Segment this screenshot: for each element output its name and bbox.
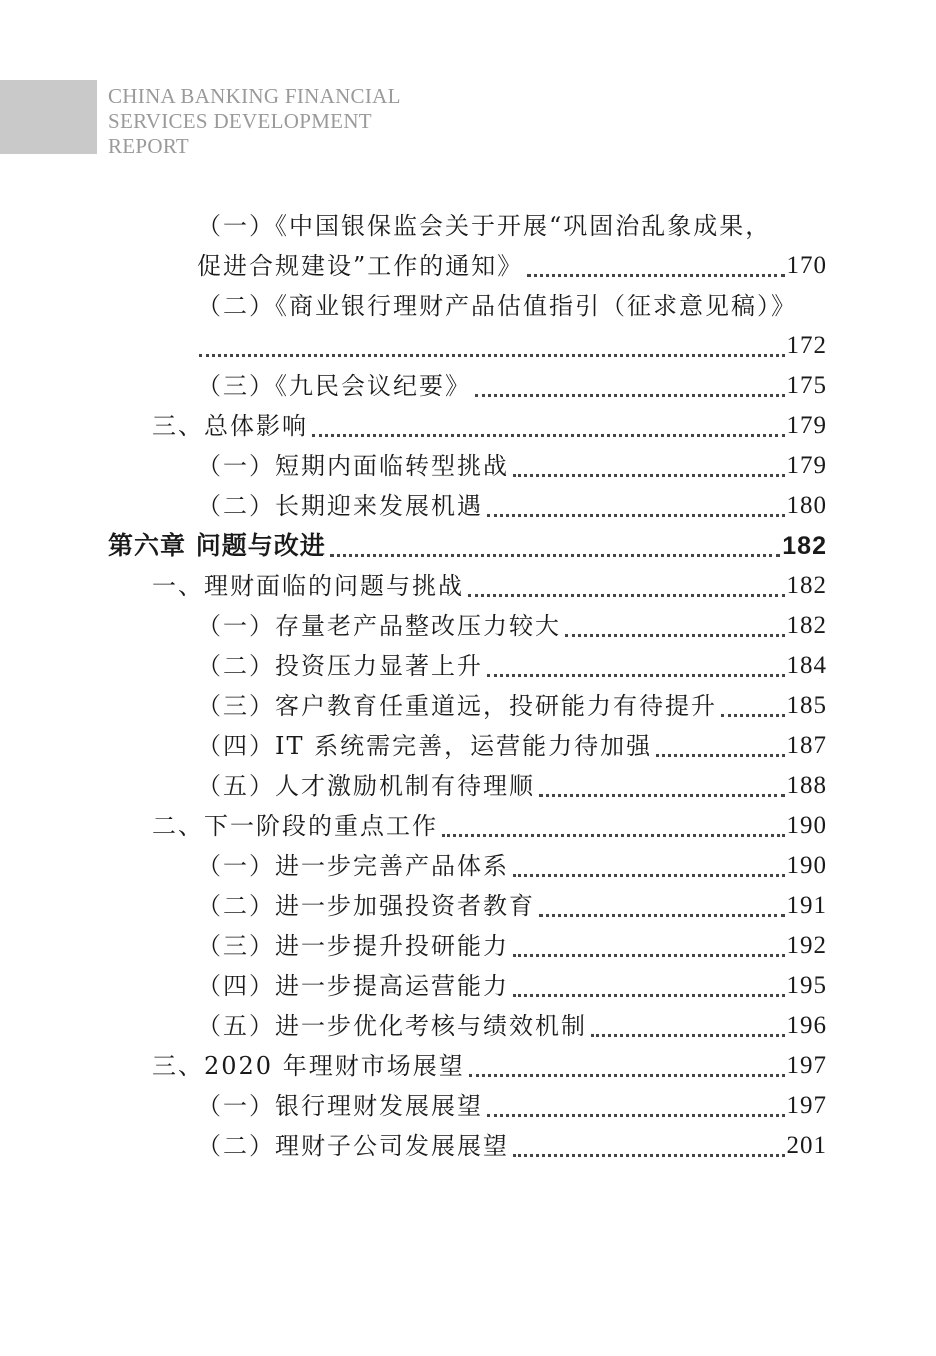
dot-leader [487, 673, 785, 677]
toc-page-number: 182 [786, 572, 827, 599]
header-gray-block [0, 80, 97, 154]
toc-entry[interactable] [197, 486, 827, 526]
toc-entry[interactable] [197, 446, 827, 486]
toc-page-number: 195 [786, 972, 827, 999]
dot-leader [527, 273, 784, 277]
toc-entry-title: （一）短期内面临转型挑战 [197, 452, 509, 480]
toc-entry[interactable] [197, 726, 827, 766]
toc-entry-title: （五）人才激励机制有待理顺 [197, 772, 535, 800]
toc-page-number: 201 [786, 1132, 827, 1159]
dot-leader [513, 993, 785, 997]
toc-entry-3[interactable] [197, 366, 827, 406]
toc-entry[interactable] [197, 926, 827, 966]
toc-entry[interactable] [197, 686, 827, 726]
dot-leader [442, 833, 785, 837]
toc-page-number: 188 [786, 772, 827, 799]
dot-leader [513, 873, 785, 877]
toc-page-number: 187 [786, 732, 827, 759]
toc-entry-title: （三）《九民会议纪要》 [197, 372, 471, 400]
toc-entry-title: 促进合规建设”工作的通知》 [197, 252, 524, 280]
dot-leader [513, 1153, 785, 1157]
toc-entry-2-line-1[interactable] [197, 286, 797, 326]
toc-entry[interactable] [197, 1126, 827, 1166]
dot-leader [487, 513, 785, 517]
toc-entry[interactable] [197, 606, 827, 646]
toc-entry[interactable] [197, 846, 827, 886]
toc-entry[interactable] [197, 1006, 827, 1046]
dot-leader [475, 393, 785, 397]
dot-leader [656, 753, 784, 757]
dot-leader [539, 793, 785, 797]
toc-page-number: 179 [786, 452, 827, 479]
toc-page-number: 185 [786, 692, 827, 719]
toc-page-number: 191 [786, 892, 827, 919]
dot-leader [539, 913, 785, 917]
toc-entry-title: （四）进一步提高运营能力 [197, 972, 509, 1000]
toc-page-number: 182 [786, 612, 827, 639]
toc-entry-title: （一）存量老产品整改压力较大 [197, 612, 561, 640]
toc-entry[interactable] [197, 886, 827, 926]
dot-leader [469, 1073, 785, 1077]
dot-leader [199, 353, 785, 357]
dot-leader [721, 713, 785, 717]
dot-leader [591, 1033, 785, 1037]
toc-chapter-6[interactable] [108, 526, 827, 566]
toc-entry-title: （二）进一步加强投资者教育 [197, 892, 535, 920]
toc-entry-title: （二）长期迎来发展机遇 [197, 492, 483, 520]
dot-leader [565, 633, 785, 637]
dot-leader [487, 1113, 785, 1117]
dot-leader [312, 433, 785, 437]
toc-entry-title: 二、下一阶段的重点工作 [152, 812, 438, 840]
toc-page-number: 196 [786, 1012, 827, 1039]
toc-page-number: 175 [786, 372, 827, 399]
toc-entry[interactable] [197, 646, 827, 686]
toc-page-number: 179 [786, 412, 827, 439]
toc-entry-2-line-2[interactable] [195, 326, 827, 366]
toc-page-number: 192 [786, 932, 827, 959]
dot-leader [513, 953, 785, 957]
toc-entry[interactable] [197, 766, 827, 806]
toc-entry-title: （二）投资压力显著上升 [197, 652, 483, 680]
toc-page-number: 172 [786, 332, 827, 359]
toc-page-number: 197 [786, 1052, 827, 1079]
toc-entry-1-line-1[interactable] [197, 206, 771, 246]
report-series-title [108, 84, 401, 159]
toc-page-number: 197 [786, 1092, 827, 1119]
toc-section[interactable] [152, 1046, 827, 1086]
report-title-line-3: REPORT [108, 134, 190, 158]
toc-entry-title: （一）银行理财发展展望 [197, 1092, 483, 1120]
toc-section-3-impact[interactable] [152, 406, 827, 446]
toc-section[interactable] [152, 806, 827, 846]
toc-entry-title: 三、2020 年理财市场展望 [152, 1052, 465, 1080]
toc-entry-title: （五）进一步优化考核与绩效机制 [197, 1012, 587, 1040]
toc-entry-title: （四）IT 系统需完善，运营能力待加强 [197, 732, 653, 760]
toc-entry[interactable] [197, 1086, 827, 1126]
toc-entry-title: （一）《中国银保监会关于开展“巩固治乱象成果， [197, 212, 772, 240]
toc-entry[interactable] [197, 966, 827, 1006]
toc-page-number: 170 [786, 252, 827, 279]
report-title-line-2: SERVICES DEVELOPMENT [108, 109, 372, 133]
dot-leader [468, 593, 785, 597]
toc-entry-title: （三）进一步提升投研能力 [197, 932, 509, 960]
toc-entry-title: 一、理财面临的问题与挑战 [152, 572, 464, 600]
toc-entry-title: 三、总体影响 [152, 412, 308, 440]
toc-entry-title: （二）《商业银行理财产品估值指引（征求意见稿）》 [197, 292, 797, 320]
toc-section[interactable] [152, 566, 827, 606]
toc-page-number: 184 [786, 652, 827, 679]
toc-entry-title: （一）进一步完善产品体系 [197, 852, 509, 880]
dot-leader [330, 553, 781, 557]
toc-page-number: 190 [786, 812, 827, 839]
toc-page-number: 182 [782, 532, 827, 560]
report-title-line-1: CHINA BANKING FINANCIAL [108, 84, 401, 108]
toc-chapter-title: 第六章 问题与改进 [108, 531, 326, 560]
toc-entry-1-line-2[interactable] [197, 246, 827, 286]
toc-page-number: 180 [786, 492, 827, 519]
toc-entry-title: （二）理财子公司发展展望 [197, 1132, 509, 1160]
toc-entry-title: （三）客户教育任重道远，投研能力有待提升 [197, 692, 717, 720]
toc-page-number: 190 [786, 852, 827, 879]
dot-leader [513, 473, 785, 477]
